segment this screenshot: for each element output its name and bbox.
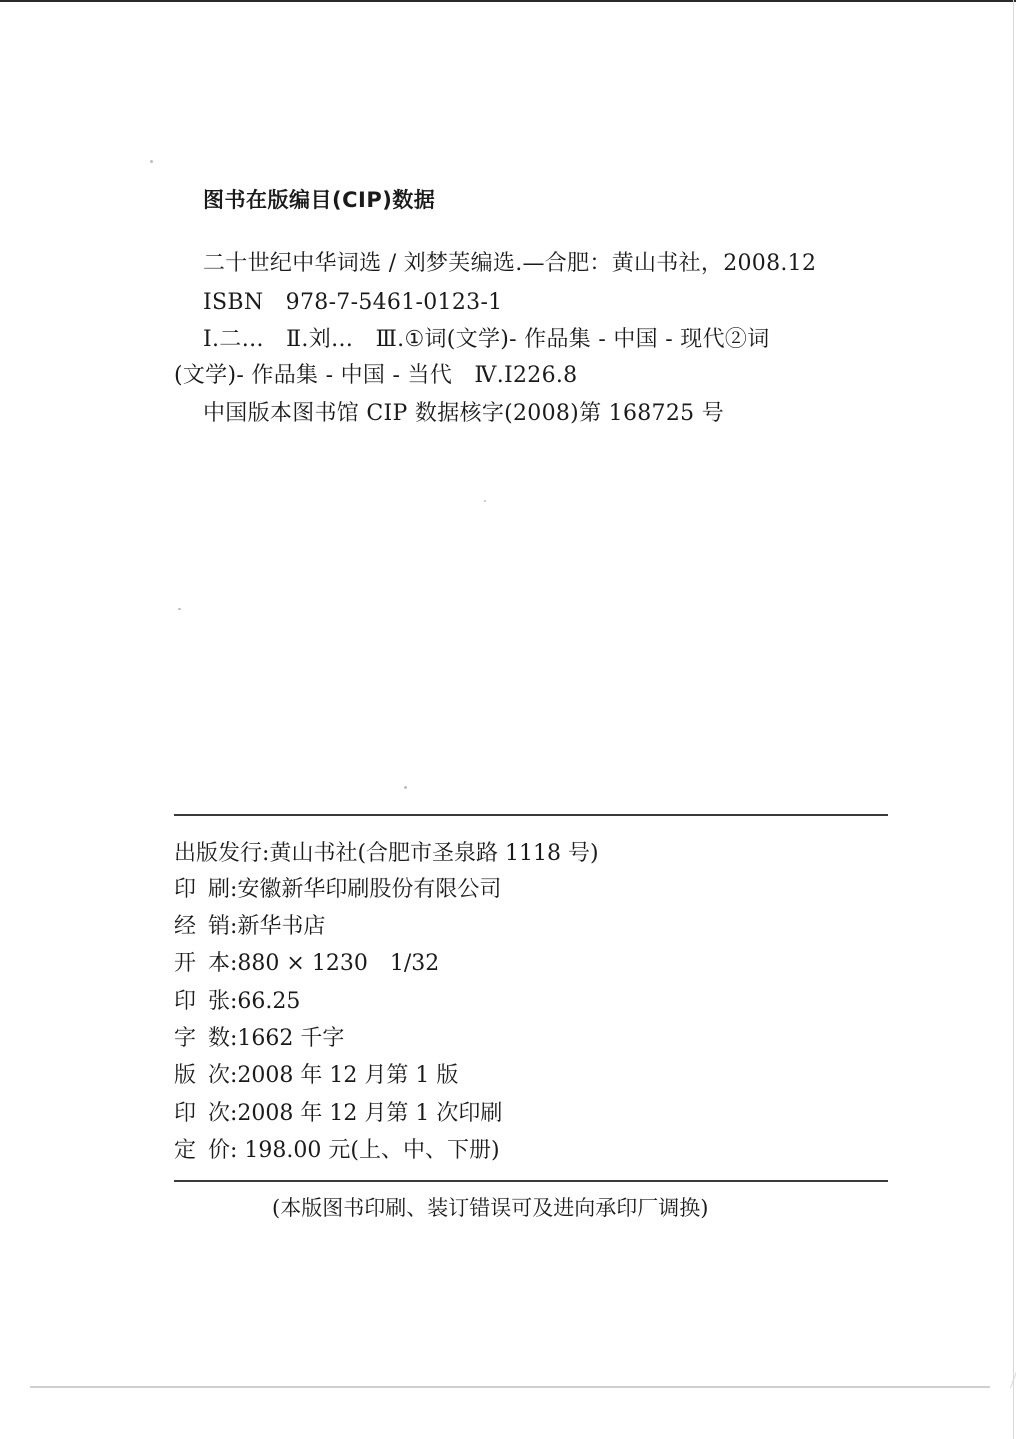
printing-label: 印次 xyxy=(174,1101,230,1126)
edition-label: 版次 xyxy=(174,1063,230,1088)
sheets-colon: : xyxy=(230,989,238,1014)
printing-colon: : xyxy=(230,1101,238,1126)
printer-label: 印刷 xyxy=(174,877,230,902)
sheets-label: 印张 xyxy=(174,989,230,1014)
word-count-colon: : xyxy=(230,1026,238,1051)
edition-value: 2008 年 12 月第 1 版 xyxy=(237,1063,459,1088)
publisher-value: 黄山书社(合肥市圣泉路 1118 号) xyxy=(269,841,599,866)
format-row xyxy=(174,946,439,977)
sheets-value: 66.25 xyxy=(237,989,301,1014)
distributor-colon: : xyxy=(230,914,238,939)
price-colon: : xyxy=(230,1138,238,1163)
price-row xyxy=(174,1133,500,1164)
publisher-colon: : xyxy=(262,841,270,866)
bottom-divider xyxy=(174,1180,888,1182)
printer-row xyxy=(174,872,501,903)
format-label: 开本 xyxy=(174,951,230,976)
scan-edge-bottom xyxy=(30,1386,990,1388)
distributor-label: 经销 xyxy=(174,914,230,939)
cip-title-line: 二十世纪中华词选 / 刘梦芙编选.—合肥：黄山书社，2008.12 xyxy=(203,251,817,276)
cip-isbn-line: ISBN 978-7-5461-0123-1 xyxy=(203,290,503,315)
sheets-row xyxy=(174,984,300,1015)
format-value: 880 × 1230 1/32 xyxy=(237,951,440,976)
edition-row xyxy=(174,1058,458,1089)
scan-edge-corner xyxy=(950,1300,1016,1388)
distributor-value: 新华书店 xyxy=(237,914,326,939)
cip-classification-line-2: (文学)- 作品集 - 中国 - 当代 Ⅳ.Ⅰ226.8 xyxy=(174,363,578,388)
scan-speck xyxy=(484,500,486,502)
scan-edge-right xyxy=(1013,0,1014,1439)
printing-value: 2008 年 12 月第 1 次印刷 xyxy=(237,1101,503,1126)
scan-speck xyxy=(150,160,153,163)
publisher-row xyxy=(174,836,599,867)
word-count-label: 字数 xyxy=(174,1026,230,1051)
word-count-value: 1662 千字 xyxy=(237,1026,345,1051)
cip-classification-line-1: Ⅰ.二… Ⅱ.刘… Ⅲ.①词(文学)- 作品集 - 中国 - 现代②词 xyxy=(203,327,770,352)
edition-colon: : xyxy=(230,1063,238,1088)
scan-border-top xyxy=(0,0,1016,2)
word-count-row xyxy=(174,1021,344,1052)
format-colon: : xyxy=(230,951,238,976)
printing-row xyxy=(174,1096,502,1127)
replacement-note: (本版图书印刷、装订错误可及进向承印厂调换) xyxy=(272,1196,709,1220)
printer-colon: : xyxy=(230,877,238,902)
cip-heading: 图书在版编目(CIP)数据 xyxy=(203,188,436,212)
price-value: 198.00 元(上、中、下册) xyxy=(237,1138,500,1163)
top-divider xyxy=(174,814,888,816)
scan-speck xyxy=(178,608,181,610)
scan-speck xyxy=(404,786,407,789)
cip-number-line: 中国版本图书馆 CIP 数据核字(2008)第 168725 号 xyxy=(203,401,725,426)
publisher-label: 出版发行 xyxy=(174,841,263,866)
distributor-row xyxy=(174,909,325,940)
printer-value: 安徽新华印刷股份有限公司 xyxy=(237,877,502,902)
price-label: 定价 xyxy=(174,1138,230,1163)
